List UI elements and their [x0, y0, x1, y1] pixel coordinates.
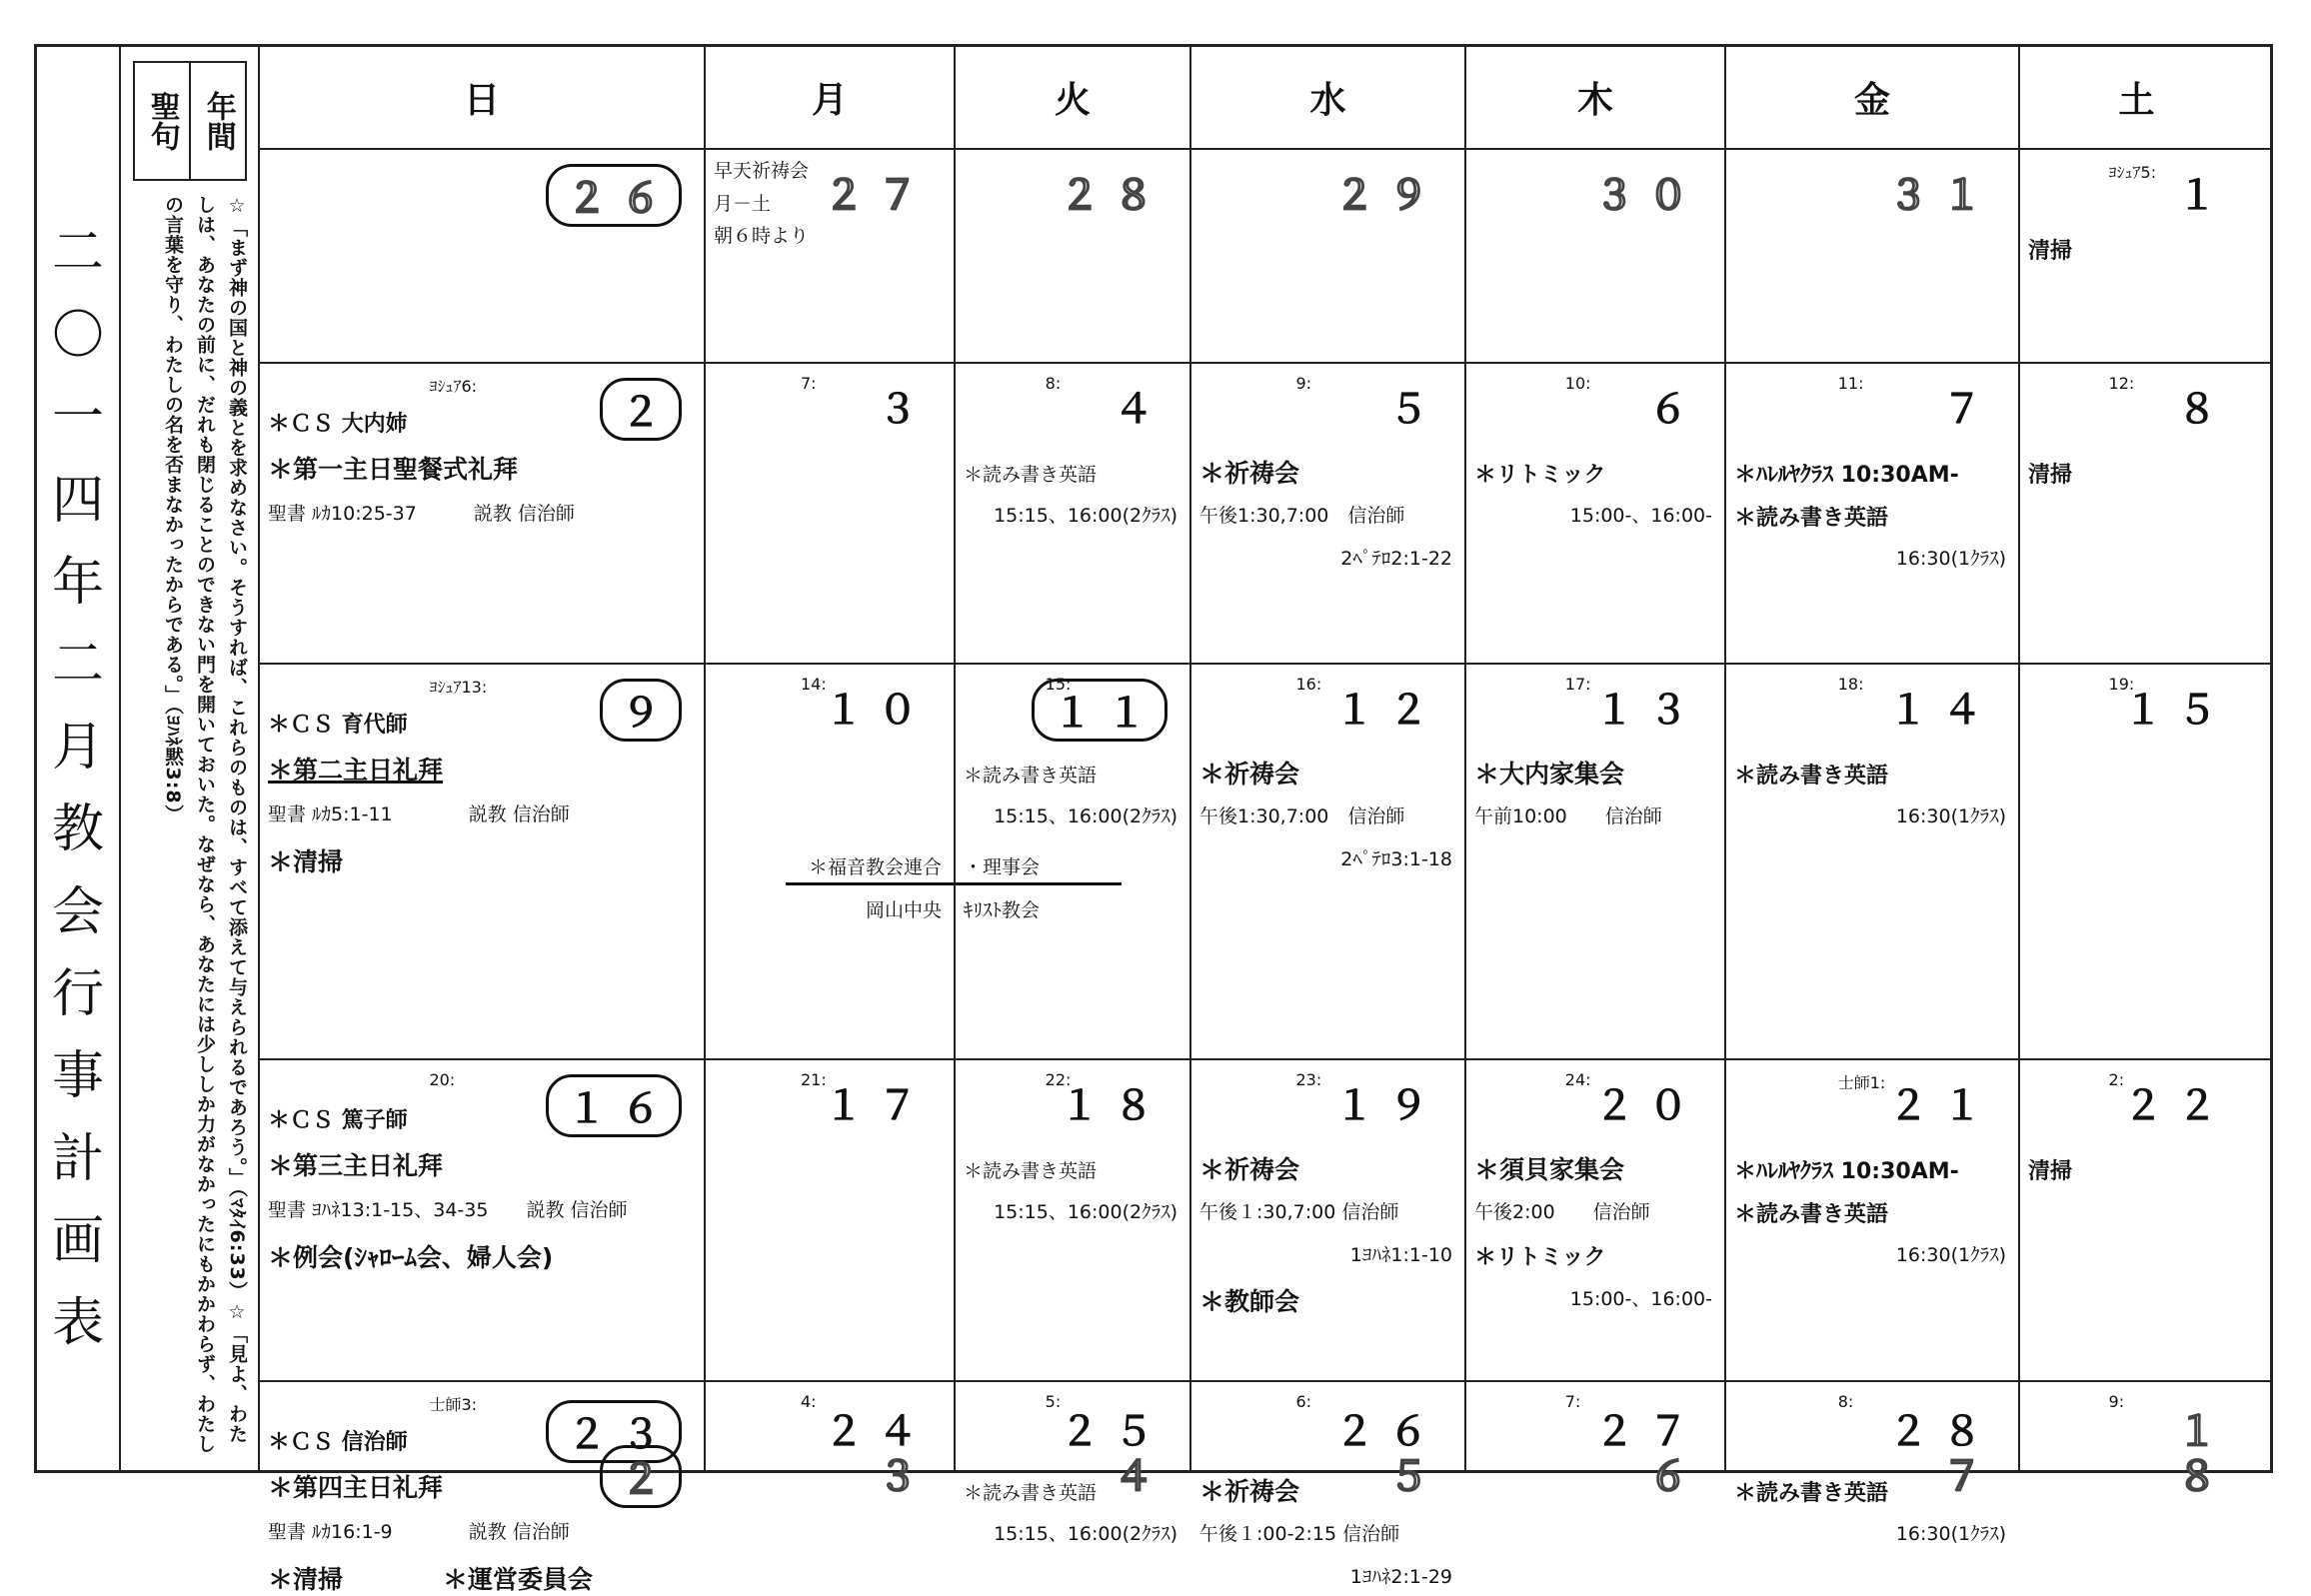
day-cell: [1466, 663, 1726, 1058]
event-text: ＊大内家集会: [1474, 760, 1625, 789]
bible-reading: 10:: [1564, 374, 1591, 393]
event-text: ＊清掃 ＊運営委員会: [268, 1565, 594, 1594]
day-number: ２６: [1334, 1408, 1442, 1455]
title-char: 会: [51, 881, 104, 942]
event-text: 岡山中央: [865, 899, 942, 921]
event-text: 月－土: [714, 193, 772, 215]
event-text: 午後１:00-2:15 信治師: [1199, 1523, 1400, 1545]
day-cell: [1726, 1058, 2020, 1380]
day-number: ２９: [1334, 173, 1442, 219]
event-text: ＊読み書き英語: [964, 1160, 1098, 1182]
day-cell: [260, 663, 706, 1058]
event-text: ＊第二主日礼拜: [268, 756, 444, 785]
title-char: 画: [51, 1211, 104, 1272]
event-text: ＊教師会: [1199, 1287, 1300, 1316]
day-number: １３: [1594, 688, 1702, 734]
bible-reading: 22:: [1045, 1070, 1072, 1089]
event-text: ＊ＣＳ 篤子師: [268, 1108, 408, 1133]
day-number: １７: [824, 1083, 932, 1129]
event-text: ＊祈祷会: [1199, 1477, 1300, 1506]
bible-reading: 18:: [1837, 675, 1864, 694]
bible-reading: 士師3:: [429, 1395, 478, 1414]
day-number: １６: [546, 1074, 682, 1137]
event-text: 聖書 ﾙｶ10:25-37 説教 信治師: [268, 503, 575, 525]
event-text: 聖書 ﾙｶ5:1-11 説教 信治師: [268, 803, 570, 825]
event-text: 16:30(1ｸﾗｽ): [1895, 805, 2006, 827]
event-text: 午後１:30,7:00 信治師: [1199, 1201, 1399, 1223]
day-number: ７: [1942, 1454, 1996, 1500]
calendar-sheet: [34, 44, 2273, 1594]
day-number: ２８: [1888, 1408, 1996, 1455]
event-text: 16:30(1ｸﾗｽ): [1895, 1244, 2006, 1266]
weekday-label: 水: [1191, 47, 1466, 148]
bible-reading: 12:: [2108, 374, 2135, 393]
event-text: ＊読み書き英語: [1734, 1202, 1889, 1227]
day-number: １: [2177, 1408, 2231, 1455]
event-text: ＊ﾊﾚﾙﾔｸﾗｽ 10:30AM-: [1734, 463, 1959, 488]
week-row: [260, 663, 2270, 1060]
title-char: 行: [51, 963, 104, 1024]
weekday-header: [260, 47, 2270, 150]
event-text: ＊読み書き英語: [964, 464, 1098, 486]
event-text: ＊リトミック: [1474, 463, 1606, 488]
title-char: 月: [51, 717, 104, 778]
event-text: ＊読み書き英語: [964, 1482, 1098, 1504]
event-text: 午後1:30,7:00 信治師: [1199, 805, 1405, 827]
day-cell: [2020, 663, 2253, 1058]
verse-label-2: 句: [144, 121, 180, 151]
day-number: ２５: [1060, 1408, 1167, 1455]
day-cell: [956, 1058, 1191, 1380]
verse-label-1: 聖: [144, 91, 180, 121]
event-text: ＊第四主日礼拜: [268, 1473, 444, 1502]
joint-meeting-underline: [786, 882, 1122, 885]
title-char: 二: [51, 223, 104, 284]
day-number: ２２: [2123, 1083, 2231, 1129]
day-cell: [1466, 1058, 1726, 1380]
day-cell: [1466, 148, 1726, 362]
event-text: 午後1:30,7:00 信治師: [1199, 505, 1405, 527]
day-number: ２４: [824, 1408, 932, 1455]
event-text: 16:30(1ｸﾗｽ): [1895, 1523, 2006, 1545]
day-number: ２: [600, 378, 682, 441]
verse-label-3: 年: [200, 91, 236, 121]
weekday-label: 土: [2118, 80, 2155, 121]
day-number: ３: [878, 387, 932, 433]
day-cell: [706, 148, 956, 362]
bible-reading: 23:: [1295, 1070, 1322, 1089]
day-cell: [260, 148, 706, 362]
weekday-label: 月: [706, 47, 956, 148]
bible-reading: 7:: [801, 374, 817, 393]
event-text: 2ﾍﾟﾃﾛ2:1-22: [1340, 548, 1452, 570]
event-text: ＊読み書き英語: [1734, 506, 1889, 531]
title-char: 一: [51, 388, 104, 449]
weekday-label: 金: [1726, 47, 2020, 148]
event-text: ＊祈祷会: [1199, 1155, 1300, 1184]
day-number: ２０: [1594, 1083, 1702, 1129]
day-number: １０: [824, 688, 932, 734]
event-text: 15:15、16:00(2ｸﾗｽ): [994, 1201, 1177, 1223]
event-text: ＊例会(ｼｬﾛｰﾑ会、婦人会): [268, 1243, 554, 1272]
bible-reading: 21:: [801, 1070, 827, 1089]
event-text: ＊祈祷会: [1199, 760, 1300, 789]
day-cell: [1191, 362, 1466, 663]
day-cell: [956, 148, 1191, 362]
bible-reading: 19:: [2108, 675, 2135, 694]
day-number: １８: [1060, 1083, 1167, 1129]
event-text: ＊リトミック: [1474, 1245, 1606, 1270]
day-cell: [1466, 362, 1726, 663]
verse-label-4: 間: [200, 121, 236, 151]
event-text: ＊ＣＳ 大内姉: [268, 412, 408, 437]
event-text: ＊読み書き英語: [1734, 764, 1889, 789]
event-text: ＊読み書き英語: [1734, 1481, 1889, 1506]
weekday-label: 日: [260, 47, 706, 148]
event-text: 16:30(1ｸﾗｽ): [1895, 548, 2006, 570]
event-text: 清掃: [2028, 463, 2073, 488]
bible-reading: 士師1:: [1837, 1073, 1886, 1092]
event-text: 15:15、16:00(2ｸﾗｽ): [994, 505, 1177, 527]
day-cell: [1191, 663, 1466, 1058]
day-number: ６: [1648, 1454, 1702, 1500]
event-text: ＊清掃: [268, 847, 344, 876]
bible-reading: 6:: [1295, 1392, 1312, 1411]
event-text: 15:00-、16:00-: [1569, 505, 1712, 527]
event-text: 聖書 ﾙｶ16:1-9 説教 信治師: [268, 1521, 570, 1543]
bible-reading: 2:: [2108, 1070, 2125, 1089]
title-char: 計: [51, 1128, 104, 1189]
event-text: 清掃: [2028, 239, 2073, 264]
week-row: [260, 148, 2270, 364]
week-row: [260, 362, 2270, 665]
calendar-grid: [260, 47, 2270, 1594]
day-number: ３１: [1888, 173, 1996, 219]
day-cell: [260, 362, 706, 663]
title-char: 事: [51, 1046, 104, 1107]
day-cell: [2020, 362, 2253, 663]
day-number: １２: [1334, 688, 1442, 734]
bible-reading: 24:: [1564, 1070, 1591, 1089]
bible-reading: 9:: [1295, 374, 1312, 393]
bible-reading: 9:: [2108, 1392, 2125, 1411]
day-number: １９: [1334, 1083, 1442, 1129]
day-number: １５: [2123, 688, 2231, 734]
bible-reading: 14:: [801, 675, 827, 694]
event-text: 1ﾖﾊﾈ1:1-10: [1349, 1244, 1452, 1266]
bible-reading: 5:: [1045, 1392, 1062, 1411]
event-text: ＊祈祷会: [1199, 459, 1300, 488]
day-number: ２６: [546, 164, 682, 227]
bible-reading: 11:: [1837, 374, 1864, 393]
event-text: 2ﾍﾟﾃﾛ3:1-18: [1340, 848, 1452, 870]
day-number: ２３: [546, 1400, 682, 1463]
event-text: 清掃: [2028, 1159, 2073, 1184]
day-number: ５: [1388, 387, 1442, 433]
day-number: ７: [1942, 387, 1996, 433]
day-cell: [1191, 148, 1466, 362]
day-number: ９: [600, 679, 682, 742]
event-text: ＊読み書き英語: [964, 765, 1098, 787]
event-text: ＊第一主日聖餐式礼拜: [268, 455, 519, 484]
day-number: １: [2177, 173, 2231, 219]
annual-verse-label: [133, 61, 247, 181]
page-title: [37, 47, 121, 1470]
title-char: 二: [51, 635, 104, 696]
event-text: 1ﾖﾊﾈ2:1-29: [1349, 1566, 1452, 1588]
event-text: ｷﾘｽﾄ教会: [964, 899, 1041, 921]
day-cell: [1191, 1058, 1466, 1380]
day-cell: [2020, 1058, 2253, 1380]
title-char: 表: [51, 1293, 104, 1354]
event-text: ＊ﾊﾚﾙﾔｸﾗｽ 10:30AM-: [1734, 1159, 1959, 1184]
bible-reading: ﾖｼｭｱ6:: [429, 377, 478, 396]
day-number: ８: [2177, 387, 2231, 433]
event-text: 15:15、16:00(2ｸﾗｽ): [994, 805, 1177, 827]
event-text: 聖書 ﾖﾊﾈ13:1-15、34-35 説教 信治師: [268, 1199, 628, 1221]
annual-verse-text: ☆「まず神の国と神の義とを求めなさい。そうすれば、これらのものは、すべて添えて与えられるであろう。」（ﾏﾀｲ6:33）☆「見よ、わたしは、あなたの前に、だれも閉じることのできない門を開いておいた。なぜなら、あなたには少ししか力がなかったにもかかわらず、わたしの言葉を守り、わたしの名を否まなかったからである。」（ﾖﾊﾈ黙3:8）: [162, 195, 248, 1454]
title-char: 教: [51, 799, 104, 860]
bible-reading: ﾖｼｭｱ5:: [2108, 163, 2157, 182]
bible-reading: 17:: [1564, 675, 1591, 694]
event-text: 朝６時より: [714, 225, 810, 247]
day-cell: [956, 663, 1191, 1058]
title-char: 年: [51, 552, 104, 613]
weekday-label: 木: [1466, 47, 1726, 148]
bible-reading: 8:: [1837, 1392, 1854, 1411]
bible-reading: 4:: [801, 1392, 817, 1411]
event-text: ＊第三主日礼拜: [268, 1151, 444, 1180]
bible-reading: 20:: [429, 1070, 456, 1089]
event-text: 15:15、16:00(2ｸﾗｽ): [994, 1523, 1177, 1545]
title-char: 〇: [51, 305, 104, 366]
bible-reading: ﾖｼｭｱ13:: [429, 678, 488, 697]
day-cell: [706, 362, 956, 663]
day-cell: [706, 663, 956, 1058]
event-text: ＊ＣＳ 信治師: [268, 1430, 408, 1455]
day-number: ５: [1388, 1454, 1442, 1500]
day-number: １４: [1888, 688, 1996, 734]
day-cell: [1726, 362, 2020, 663]
bible-reading: 7:: [1564, 1392, 1581, 1411]
event-text: ＊ＣＳ 育代師: [268, 713, 408, 738]
bible-reading: 8:: [1045, 374, 1062, 393]
day-number: ２１: [1888, 1083, 1996, 1129]
title-char: 四: [51, 470, 104, 531]
event-text: 午前10:00 信治師: [1474, 805, 1662, 827]
annual-verse-column: [121, 47, 260, 1470]
day-number: ３: [878, 1454, 932, 1500]
day-number: ２８: [1060, 173, 1167, 219]
day-cell: [2020, 148, 2253, 362]
day-number: ３０: [1594, 173, 1702, 219]
day-number: ４: [1114, 387, 1167, 433]
day-number: ２７: [824, 173, 932, 219]
day-number: ６: [1648, 387, 1702, 433]
day-number: ４: [1114, 1454, 1167, 1500]
day-number: ８: [2177, 1454, 2231, 1500]
event-text: ・理事会: [964, 856, 1041, 878]
day-number: ２: [600, 1445, 682, 1508]
week-row: [260, 1058, 2270, 1382]
bible-reading: 16:: [1295, 675, 1322, 694]
bible-reading: 15:: [1045, 675, 1072, 694]
event-text: ＊須貝家集会: [1474, 1155, 1625, 1184]
day-cell: [260, 1058, 706, 1380]
day-cell: [1726, 148, 2020, 362]
day-number: ２７: [1594, 1408, 1702, 1455]
event-text: 15:00-、16:00-: [1569, 1288, 1712, 1310]
event-text: ＊福音教会連合: [808, 856, 942, 878]
event-text: 早天祈祷会: [714, 160, 810, 182]
event-text: 午後2:00 信治師: [1474, 1201, 1650, 1223]
day-cell: [956, 362, 1191, 663]
day-number: １１: [1032, 679, 1167, 742]
day-cell: [706, 1058, 956, 1380]
weekday-label: 火: [956, 47, 1191, 148]
day-cell: [1726, 663, 2020, 1058]
